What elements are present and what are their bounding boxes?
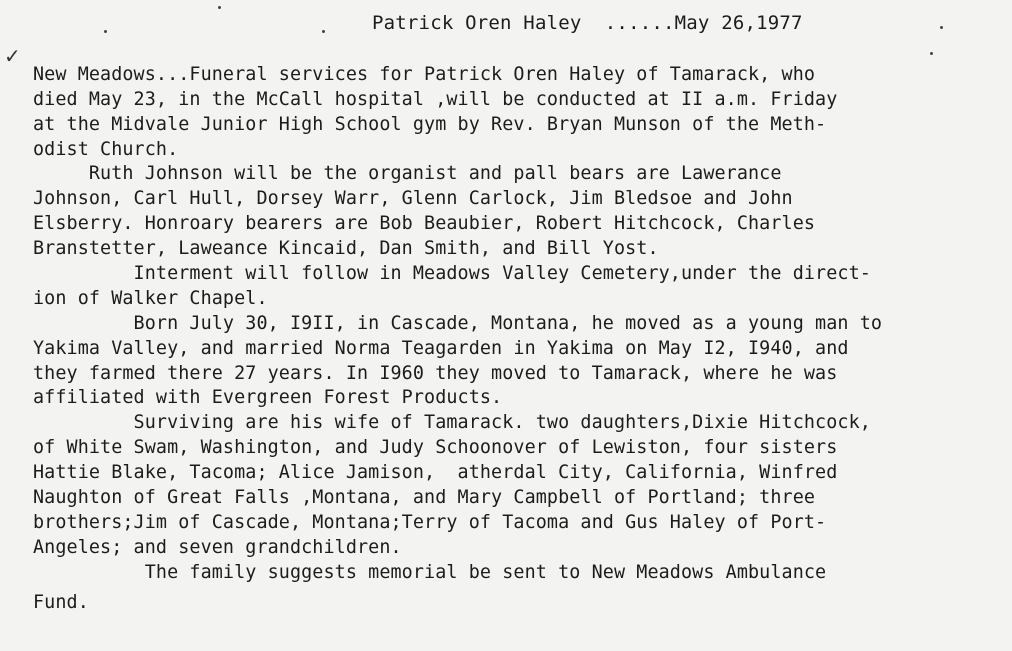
text-line: Yakima Valley, and married Norma Teagarden in Yakima on May I2, I940, and	[33, 338, 849, 359]
text-line: Branstetter, Laweance Kincaid, Dan Smith, and Bill Yost.	[33, 238, 659, 259]
text-line: at the Midvale Junior High School gym by Rev. Bryan Munson of the Meth-	[33, 114, 827, 135]
text-line: died May 23, in the McCall hospital ,will be conducted at II a.m. Friday	[33, 89, 838, 110]
text-line: brothers;Jim of Cascade, Montana;Terry of Tacoma and Gus Haley of Port-	[33, 512, 827, 533]
header-leader: ......	[604, 12, 675, 34]
scan-speck	[930, 52, 933, 55]
text-line: Surviving are his wife of Tamarack. two daughters,Dixie Hitchcock,	[33, 412, 871, 433]
text-line: Naughton of Great Falls ,Montana, and Mary Campbell of Portland; three	[33, 487, 816, 508]
text-line: of White Swam, Washington, and Judy Schoonover of Lewiston, four sisters	[33, 437, 838, 458]
scan-speck	[322, 30, 325, 33]
check-mark-icon: ✓	[4, 44, 21, 68]
scan-speck	[940, 26, 943, 29]
text-line: New Meadows...Funeral services for Patrick Oren Haley of Tamarack, who	[33, 64, 816, 85]
text-line: Interment will follow in Meadows Valley Cemetery,under the direct-	[33, 263, 871, 284]
text-line: Hattie Blake, Tacoma; Alice Jamison, atherdal City, California, Winfred	[33, 462, 838, 483]
text-line: Born July 30, I9II, in Cascade, Montana, he moved as a young man to	[33, 313, 883, 334]
text-line: affiliated with Evergreen Forest Products.	[33, 387, 503, 408]
text-line: Johnson, Carl Hull, Dorsey Warr, Glenn Carlock, Jim Bledsoe and John	[33, 188, 793, 209]
scan-speck	[218, 6, 221, 9]
text-line: they farmed there 27 years. In I960 they moved to Tamarack, where he was	[33, 363, 838, 384]
text-line: The family suggests memorial be sent to New Meadows Ambulance	[33, 562, 827, 583]
header-date: May 26,1977	[674, 12, 803, 34]
text-line: Angeles; and seven grandchildren.	[33, 537, 402, 558]
text-line: ion of Walker Chapel.	[33, 288, 268, 309]
text-line: Elsberry. Honroary bearers are Bob Beaubier, Robert Hitchcock, Charles	[33, 213, 816, 234]
text-line: Ruth Johnson will be the organist and pall bears are Lawerance	[33, 163, 782, 184]
obituary-header	[372, 12, 803, 34]
text-line: odist Church.	[33, 139, 179, 160]
scan-speck	[104, 30, 107, 33]
header-name: Patrick Oren Haley	[372, 12, 582, 34]
text-line: Fund.	[33, 592, 89, 613]
